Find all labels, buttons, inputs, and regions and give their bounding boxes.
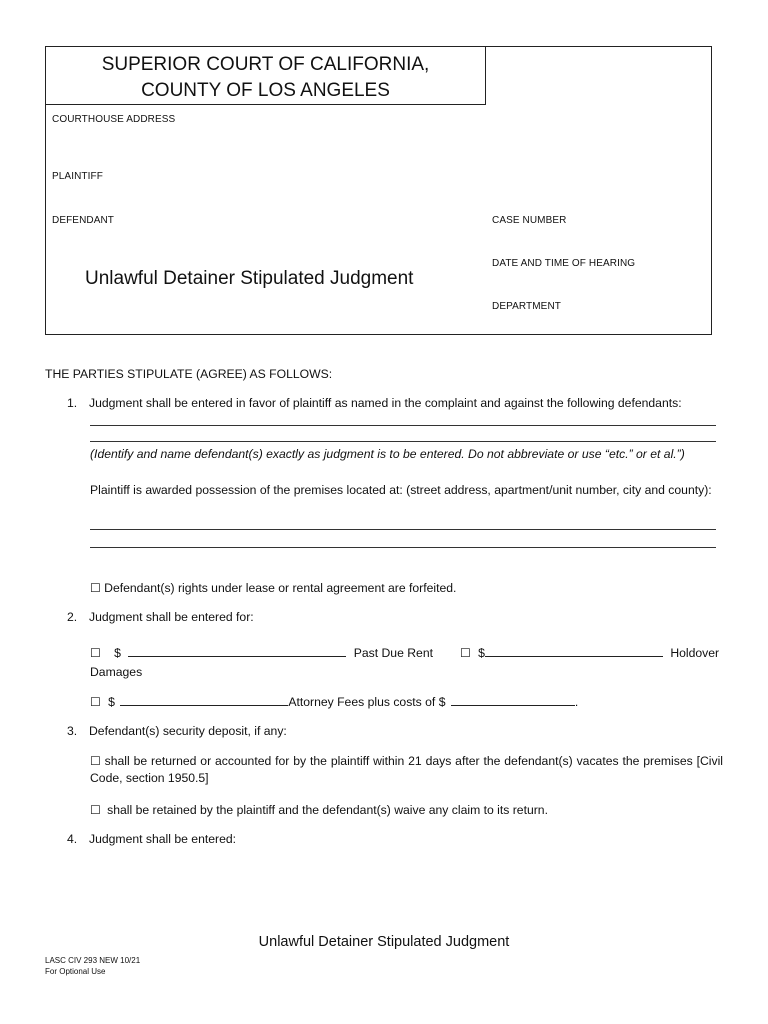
plaintiff-label: PLAINTIFF (52, 171, 103, 182)
defendant-field[interactable] (46, 206, 486, 249)
rent-dollar: $ (114, 646, 121, 660)
optional-use-note: For Optional Use (45, 967, 106, 976)
courthouse-address-field[interactable] (46, 105, 486, 162)
footer-title: Unlawful Detainer Stipulated Judgment (258, 934, 510, 950)
fees-dollar: $ (108, 695, 115, 709)
item-1 (67, 395, 682, 412)
defendants-line-2[interactable] (90, 441, 716, 442)
form-title: Unlawful Detainer Stipulated Judgment (85, 268, 414, 289)
item-1-text: Judgment shall be entered in favor of plaintiff as named in the complaint and against the following defendants: (89, 396, 682, 410)
fees-option (90, 694, 578, 711)
damages-label: Damages (90, 665, 143, 679)
fees-amount-field[interactable] (120, 694, 288, 706)
item-3-number: 3. (67, 724, 78, 738)
defendants-instruction: (Identify and name defendant(s) exactly as judgment is to be entered. Do not abbreviate or use “etc.” or et al.”) (90, 447, 685, 461)
item-2-number: 2. (67, 610, 78, 624)
court-name (46, 47, 486, 105)
holdover-amount-field[interactable] (485, 645, 663, 657)
deposit-retained-text: shall be retained by the plaintiff and the defendant(s) waive any claim to its return. (107, 803, 548, 817)
footer-form-code (45, 955, 140, 977)
forfeit-checkbox[interactable]: ☐ (90, 581, 101, 595)
item-3 (67, 723, 287, 740)
court-name-line2: COUNTY OF LOS ANGELES (141, 80, 390, 101)
courthouse-address-label: COURTHOUSE ADDRESS (52, 114, 176, 125)
fees-label: Attorney Fees plus costs of $ (288, 695, 446, 709)
deposit-returned-checkbox[interactable]: ☐ (90, 754, 101, 768)
rent-label: Past Due Rent (353, 646, 433, 660)
fees-period: . (574, 695, 579, 709)
item-2 (67, 609, 254, 626)
form-code: LASC CIV 293 NEW 10/21 (45, 956, 141, 965)
hearing-date-label: DATE AND TIME OF HEARING (492, 258, 636, 269)
item-1-number: 1. (67, 396, 78, 410)
item-4-number: 4. (67, 832, 78, 846)
item-3-text: Defendant(s) security deposit, if any: (89, 724, 287, 738)
plaintiff-field[interactable] (46, 162, 486, 206)
rent-checkbox[interactable]: ☐ (90, 646, 101, 660)
caption-box (45, 46, 712, 335)
premises-line-2[interactable] (90, 547, 716, 548)
stipulation-intro: THE PARTIES STIPULATE (AGREE) AS FOLLOWS: (45, 367, 333, 381)
holdover-checkbox[interactable]: ☐ (460, 646, 471, 660)
defendant-label: DEFENDANT (52, 215, 115, 226)
deposit-retained-option (90, 802, 548, 819)
holdover-option (460, 645, 719, 662)
department-label: DEPARTMENT (492, 301, 561, 312)
defendants-line-1[interactable] (90, 425, 716, 426)
department-field[interactable] (486, 292, 711, 334)
fees-checkbox[interactable]: ☐ (90, 695, 101, 709)
case-number-label: CASE NUMBER (492, 215, 567, 226)
holdover-label: Holdover (670, 646, 720, 660)
rent-amount-field[interactable] (128, 645, 346, 657)
deposit-returned-text: shall be returned or accounted for by the plaintiff within 21 days after the defendant(s) vacates the premises [Civil Code, section 1950.5] (90, 754, 724, 785)
item-4-text: Judgment shall be entered: (89, 832, 237, 846)
hearing-date-field[interactable] (486, 249, 711, 292)
item-4 (67, 831, 236, 848)
rent-option (90, 645, 433, 662)
deposit-retained-checkbox[interactable]: ☐ (90, 803, 101, 817)
court-name-line1: SUPERIOR COURT OF CALIFORNIA, (101, 54, 430, 75)
possession-text: Plaintiff is awarded possession of the premises located at: (street address, apartment/unit number, city and county): (90, 483, 712, 497)
clerk-stamp-box (486, 47, 711, 206)
deposit-returned-option (90, 753, 723, 787)
forfeit-text: Defendant(s) rights under lease or rental agreement are forfeited. (104, 581, 457, 595)
forfeit-option (90, 580, 456, 597)
holdover-dollar: $ (478, 646, 485, 660)
case-number-field[interactable] (486, 206, 711, 249)
item-2-text: Judgment shall be entered for: (89, 610, 254, 624)
premises-line-1[interactable] (90, 529, 716, 530)
costs-amount-field[interactable] (451, 694, 575, 706)
